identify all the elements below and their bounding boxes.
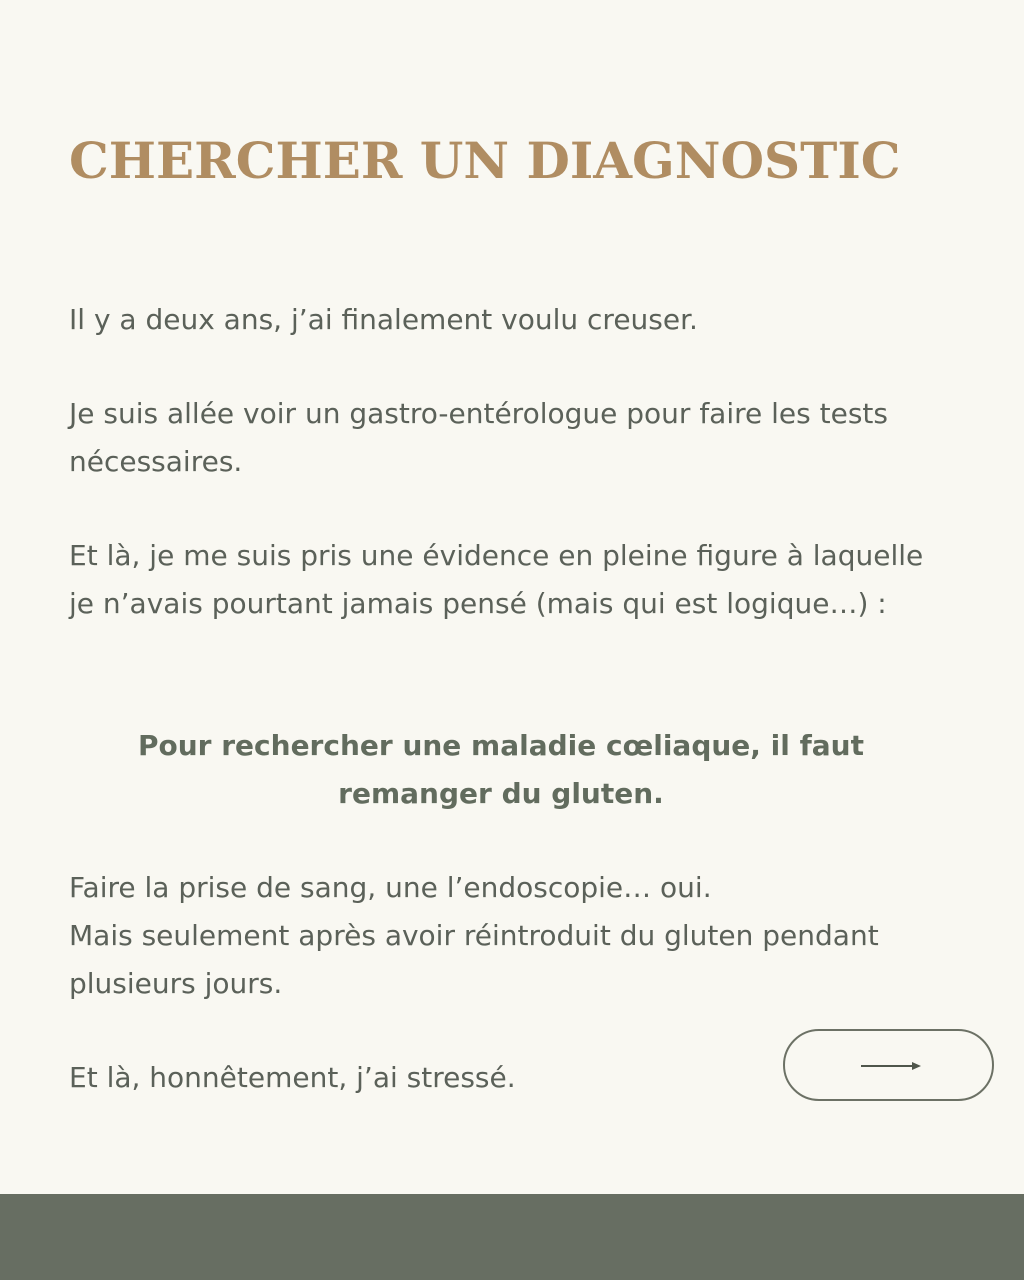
paragraph-intro: Il y a deux ans, j’ai finalement voulu creuser.	[69, 303, 698, 336]
paragraph-tests-line-2: Mais seulement après avoir réintroduit du gluten pendant plusieurs jours.	[69, 919, 879, 1000]
next-slide-button[interactable]	[783, 1029, 994, 1101]
paragraph-tests	[69, 864, 949, 1008]
paragraph-gastro-visit: Je suis allée voir un gastro-entérologue pour faire les tests nécessaires.	[69, 397, 888, 478]
paragraph-stress: Et là, honnêtement, j’ai stressé.	[69, 1061, 516, 1094]
highlight-statement: Pour rechercher une maladie cœliaque, il faut remanger du gluten.	[137, 729, 865, 810]
paragraph-realization: Et là, je me suis pris une évidence en pleine figure à laquelle je n’avais pourtant jamais pensé (mais qui est logique…) :	[69, 539, 924, 620]
arrow-right-icon	[860, 1058, 922, 1074]
page-title: CHERCHER UN DIAGNOSTIC	[69, 131, 901, 190]
footer-band	[0, 1194, 1024, 1280]
paragraph-tests-line-1: Faire la prise de sang, une l’endoscopie… oui.	[69, 871, 712, 904]
